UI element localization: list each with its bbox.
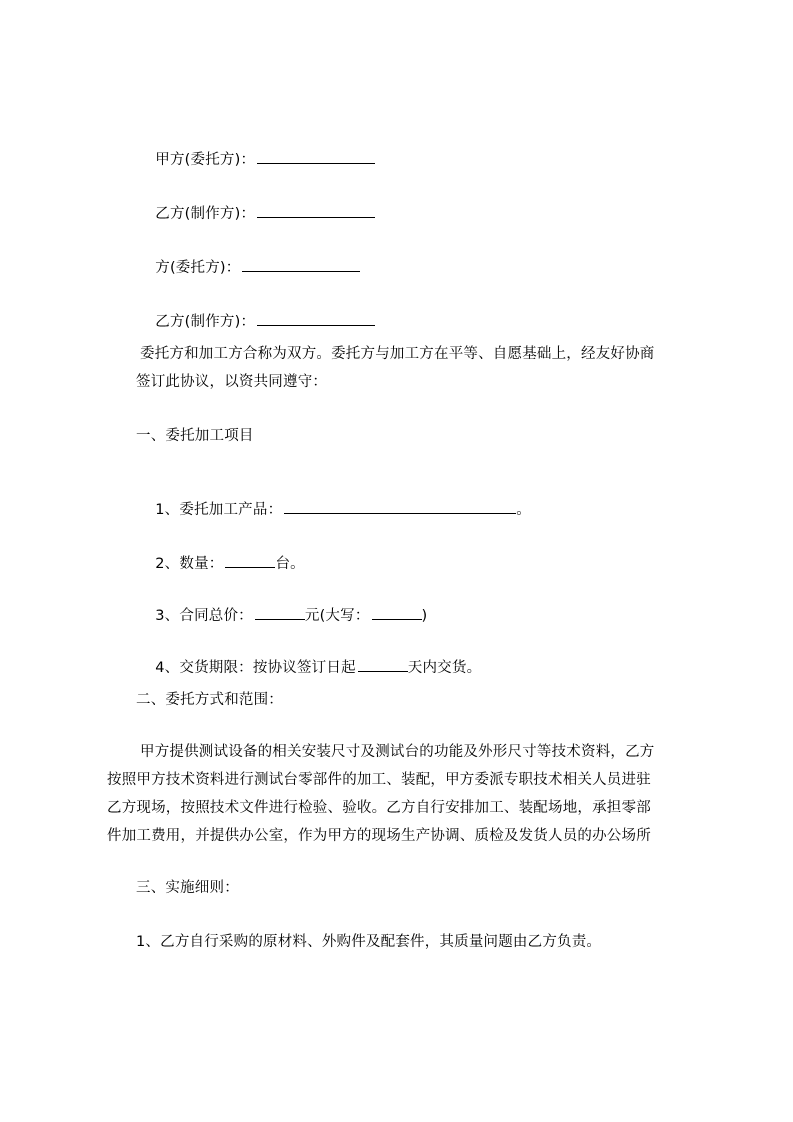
party-b-line	[136, 184, 375, 244]
section1-item3	[136, 586, 427, 646]
section1-item1	[136, 480, 531, 540]
section3-item1: 1、乙方自行采购的原材料、外购件及配套件，其质量问题由乙方负责。	[136, 934, 602, 950]
quantity-blank	[225, 555, 275, 568]
item4-label: 4、交货期限：按协议签订日起	[155, 660, 356, 676]
section2-para-line-3: 乙方现场，按照技术文件进行检验、验收。乙方自行安排加工、装配场地，承担零部	[107, 800, 651, 816]
section2-para-line-1: 甲方提供测试设备的相关安装尺寸及测试台的功能及外形尺寸等技术资料，乙方	[140, 744, 655, 760]
party-a2-label: 方(委托方)：	[155, 260, 241, 276]
intro-line-1: 委托方和加工方合称为双方。委托方与加工方在平等、自愿基础上，经友好协商	[140, 346, 655, 362]
section1-item2	[136, 534, 305, 594]
party-a2-blank	[242, 259, 360, 272]
product-blank	[284, 501, 516, 514]
item2-label: 2、数量：	[155, 556, 224, 572]
item3-label: 3、合同总价：	[155, 608, 253, 624]
item1-label: 1、委托加工产品：	[155, 502, 283, 518]
section1-title: 一、委托加工项目	[136, 428, 254, 444]
party-b-label: 乙方(制作方)：	[155, 206, 256, 222]
item4-suffix: 天内交货。	[407, 660, 482, 676]
section2-para-line-4: 件加工费用，并提供办公室，作为甲方的现场生产协调、质检及发货人员的办公场所	[107, 828, 651, 844]
party-a2-line	[136, 238, 360, 298]
item3-suffix: )	[421, 608, 428, 624]
item3-mid: 元(大写：	[304, 608, 370, 624]
party-a-label: 甲方(委托方)：	[155, 152, 256, 168]
party-b2-blank	[257, 313, 375, 326]
price-words-blank	[372, 607, 422, 620]
price-blank	[255, 607, 305, 620]
party-a-blank	[257, 151, 375, 164]
section2-title: 二、委托方式和范围：	[136, 692, 283, 708]
item1-suffix: 。	[516, 502, 531, 518]
intro-line-2: 签订此协议，以资共同遵守：	[136, 374, 328, 390]
section2-para-line-2: 按照甲方技术资料进行测试台零部件的加工、装配，甲方委派专职技术相关人员进驻	[107, 772, 651, 788]
item2-suffix: 台。	[275, 556, 305, 572]
section3-title: 三、实施细则：	[136, 880, 239, 896]
party-b2-line	[136, 292, 375, 352]
party-b2-label: 乙方(制作方)：	[155, 314, 256, 330]
party-b-blank	[257, 205, 375, 218]
delivery-days-blank	[358, 659, 408, 672]
section1-item4	[136, 638, 481, 698]
party-a-line	[136, 130, 375, 190]
